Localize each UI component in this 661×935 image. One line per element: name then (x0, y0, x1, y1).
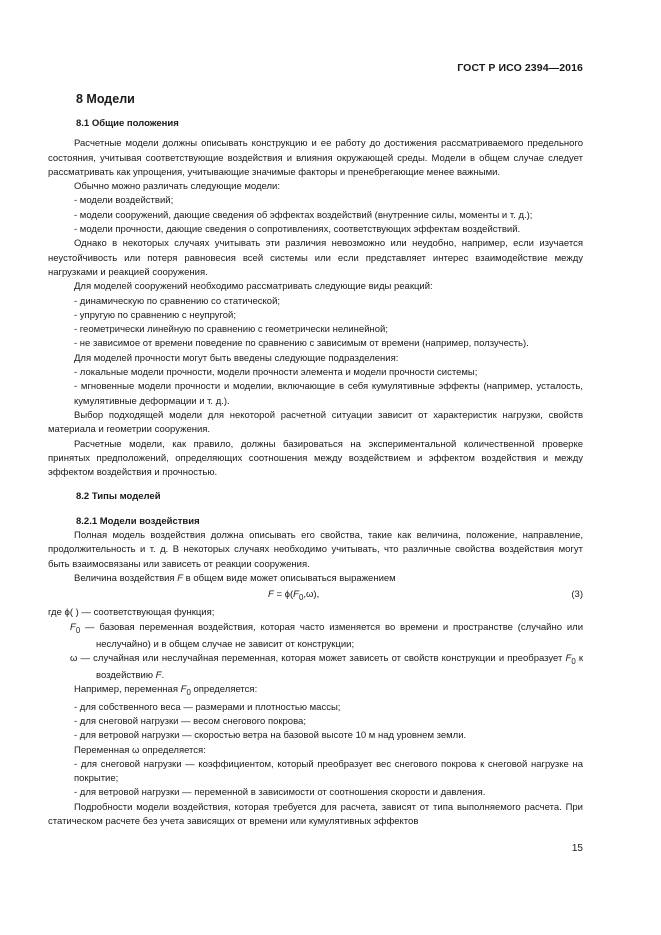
list-item: - для снеговой нагрузки — весом снегового покрова; (74, 715, 306, 727)
where-clause: где ϕ( ) — соответствующая функция; (48, 607, 215, 619)
paragraph: Полная модель воздействия должна описывать его свойства, такие как величина, положение, направление, продолжительность и т. д. В некоторых случаях необходимо учитывать, что различные свойства воздействия могут быть взаимосвязаны или зависеть от реакции сооружения. (48, 530, 583, 570)
paragraph: Выбор подходящей модели для некоторой расчетной ситуации зависит от характеристик нагрузки, свойств материала и геометрии сооружения. (48, 409, 583, 436)
page-number: 15 (571, 843, 583, 854)
paragraph: Обычно можно различать следующие модели: (74, 181, 280, 193)
list-item: - модели воздействий; (74, 195, 174, 207)
clause-heading: 8.2.1 Модели воздействия (76, 515, 200, 527)
list-item: - динамическую по сравнению со статической; (74, 295, 281, 307)
list-item: - для ветровой нагрузки — переменной в зависимости от соотношения скорости и давления. (74, 787, 486, 799)
list-item: - для ветровой нагрузки — скоростью ветра на базовой высоте 10 м над уровнем земли. (74, 730, 467, 742)
page-content (48, 91, 583, 829)
formula-number: (3) (571, 589, 583, 601)
subsection-heading: 8.1 Общие положения (76, 118, 179, 129)
list-item: - упругую по сравнению с неупругой; (74, 309, 237, 321)
paragraph: Подробности модели воздействия, которая требуется для расчета, зависят от типа выполняемого расчета. При статическом расчете без учета зависящих от времени или кумулятивных эффектов (48, 801, 583, 828)
paragraph: Переменная ω определяется: (74, 744, 206, 756)
paragraph: Например, переменная $F_0$ определяется: (74, 684, 258, 698)
paragraph: Для моделей прочности могут быть введены следующие подразделения: (74, 352, 399, 364)
list-item: - для собственного веса — размерами и плотностью массы; (74, 701, 341, 713)
subsection-heading: 8.2 Типы моделей (76, 491, 161, 503)
list-item: - модели прочности, дающие сведения о сопротивлениях, соответствующих эффектам воздействий. (74, 224, 521, 236)
list-item: - для снеговой нагрузки — коэффициентом, который преобразует вес снегового покрова к снеговой нагрузке на покрытие; (74, 758, 583, 785)
formula-3 (48, 588, 583, 605)
list-item: - модели сооружений, дающие сведения об эффектах воздействий (внутренние силы, моменты и т. д.); (74, 209, 533, 221)
paragraph: Однако в некоторых случаях учитывать эти различия невозможно или неудобно, например, если изучается неустойчивость или потеря равновесия всей системы или если представляет интерес взаимодействие между нагрузками и реакцией сооружения. (48, 238, 583, 278)
paragraph: Расчетные модели, как правило, должны базироваться на экспериментальной количественной проверке принятых предположений, определяющих соотношения между воздействием и эффектом воздействия и между эффектом воздействия и прочностью. (48, 438, 583, 479)
standard-designation: ГОСТ Р ИСО 2394—2016 (457, 62, 583, 74)
formula-expression: $F = \phi(F_0,\omega)$, (268, 589, 320, 603)
section-heading: 8 Модели (76, 92, 135, 106)
paragraph: Расчетные модели должны описывать конструкцию и ее работу до достижения рассматриваемого предельного состояния, учитывая соответствующие воздействия и влияния окружающей среды. Модели в общем случае следует рассматривать как упрощения, учитывающие значимые факторы и пренебрегающие менее важными. (48, 138, 583, 178)
list-item: - не зависимое от времени поведение по сравнению с зависимым от времени (например, ползучесть). (74, 338, 529, 350)
paragraph: Для моделей сооружений необходимо рассматривать следующие виды реакций: (74, 281, 433, 293)
definition-f0: $F_0$ — базовая переменная воздействия, которая часто изменяется во времени и пространстве (случайно или неслучайно) и в общем случае не зависит от конструкции; (70, 621, 583, 650)
list-item: - геометрически линейную по сравнению с геометрически нелинейной; (74, 324, 388, 336)
paragraph: Величина воздействия F в общем виде может описываться выражением (74, 572, 396, 584)
list-item: - локальные модели прочности, модели прочности элемента и модели прочности системы; (74, 367, 478, 379)
definition-omega: ω — случайная или неслучайная переменная, которая может зависеть от свойств конструкции и преобразует $F_0$ к воздействию F. (70, 652, 583, 682)
list-item: - мгновенные модели прочности и моделии, включающие в себя кумулятивные эффекты (например, усталость, кумулятивные деформации и т. д.). (74, 381, 583, 407)
